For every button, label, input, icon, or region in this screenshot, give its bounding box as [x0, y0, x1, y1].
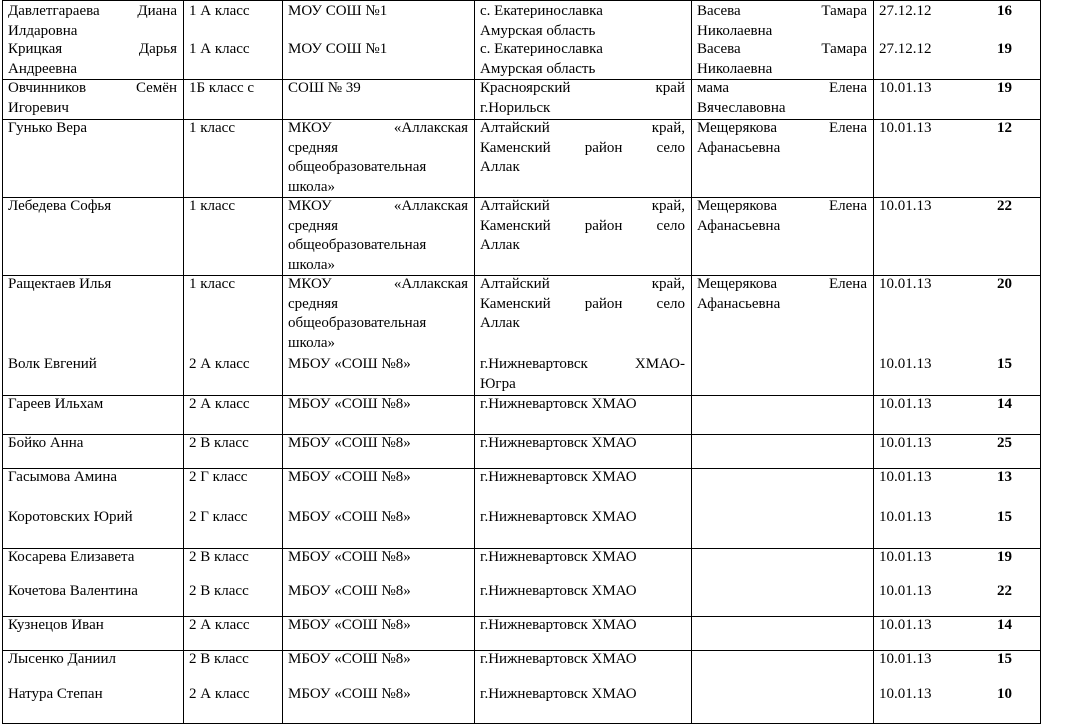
date-cell: 10.01.13 [879, 435, 932, 451]
date-cell: 10.01.13 [879, 276, 932, 292]
teacher-cell-line: Мещерякова Елена [697, 198, 867, 214]
teacher-cell [697, 197, 867, 236]
student-name-cell [8, 197, 177, 217]
location-cell-line: г.Нижневартовск ХМАО [480, 509, 637, 525]
score-cell: 19 [997, 549, 1012, 565]
school-cell [288, 508, 468, 528]
school-cell-line: МОУ СОШ №1 [288, 41, 388, 57]
teacher-cell [697, 79, 867, 118]
student-name-cell-line: Косарева Елизавета [8, 549, 135, 565]
teacher-cell-line: Мещерякова Елена [697, 120, 867, 136]
student-name-cell [8, 395, 177, 415]
student-name-cell [8, 548, 177, 568]
school-cell-line: МБОУ «СОШ №8» [288, 469, 411, 485]
location-cell [480, 119, 685, 178]
teacher-cell-line: Николаевна [697, 60, 773, 77]
location-cell [480, 582, 685, 602]
school-cell-line: МБОУ «СОШ №8» [288, 617, 411, 633]
date-cell: 10.01.13 [879, 198, 932, 214]
score-cell: 10 [997, 686, 1012, 702]
location-cell-line: Амурская область [480, 22, 596, 39]
grade-cell: 1 А класс [189, 41, 250, 57]
grade-cell: 1 класс [189, 120, 235, 136]
student-name-cell-line: Волк Евгений [8, 356, 97, 372]
location-cell-line: г.Нижневартовск ХМАО [480, 686, 637, 702]
score-cell: 20 [997, 276, 1012, 292]
student-name-cell-line: Бойко Анна [8, 435, 84, 451]
school-cell [288, 434, 468, 454]
school-cell [288, 197, 468, 275]
school-cell-line: МКОУ «Аллакская [288, 120, 468, 136]
score-cell: 12 [997, 120, 1012, 136]
date-cell: 27.12.12 [879, 3, 932, 19]
school-cell [288, 2, 468, 22]
location-cell [480, 548, 685, 568]
location-cell-line: Красноярский край [480, 80, 685, 96]
school-cell-line: школа» [288, 178, 336, 195]
school-cell [288, 548, 468, 568]
teacher-cell [697, 119, 867, 158]
school-cell-line: средняя [288, 139, 339, 156]
location-cell [480, 685, 685, 705]
student-name-cell-line: Лебедева Софья [8, 198, 112, 214]
location-cell-line: Югра [480, 375, 516, 392]
location-cell [480, 468, 685, 488]
student-name-cell [8, 2, 177, 41]
date-cell: 10.01.13 [879, 617, 932, 633]
location-cell-line: г.Нижневартовск ХМАО [480, 549, 637, 565]
score-cell: 19 [997, 41, 1012, 57]
student-name-cell [8, 582, 177, 602]
location-cell-line: Каменский район село [480, 217, 685, 234]
student-name-cell-line: Лысенко Даниил [8, 651, 117, 667]
location-cell-line: Алтайский край, [480, 276, 685, 292]
school-cell-line: средняя [288, 295, 339, 312]
date-cell: 10.01.13 [879, 686, 932, 702]
school-cell [288, 582, 468, 602]
location-cell-line: Аллак [480, 159, 520, 176]
location-cell [480, 40, 685, 79]
teacher-cell-line: Васева Тамара [697, 3, 867, 19]
teacher-cell-line: Афанасьевна [697, 217, 781, 234]
location-cell-line: г.Нижневартовск ХМАО [480, 651, 637, 667]
date-cell: 10.01.13 [879, 583, 932, 599]
school-cell-line: МБОУ «СОШ №8» [288, 509, 411, 525]
school-cell [288, 275, 468, 353]
location-cell [480, 355, 685, 394]
teacher-cell [697, 2, 867, 41]
score-cell: 16 [997, 3, 1012, 19]
grade-cell: 1 класс [189, 276, 235, 292]
date-cell: 10.01.13 [879, 80, 932, 96]
location-cell-line: Каменский район село [480, 295, 685, 312]
student-name-cell [8, 650, 177, 670]
location-cell [480, 197, 685, 256]
student-name-cell [8, 355, 177, 375]
student-name-cell [8, 79, 177, 118]
location-cell-line: г.Нижневартовск ХМАО [480, 469, 637, 485]
grade-cell: 2 В класс [189, 549, 249, 565]
location-cell-line: Аллак [480, 237, 520, 254]
grade-cell: 2 Г класс [189, 469, 248, 485]
teacher-cell-line: Афанасьевна [697, 295, 781, 312]
date-cell: 10.01.13 [879, 651, 932, 667]
student-name-cell-line: Игоревич [8, 99, 69, 116]
school-cell-line: общеобразовательная [288, 237, 427, 254]
teacher-cell-line: Вячеславовна [697, 99, 786, 116]
grade-cell: 1Б класс с [189, 80, 255, 96]
teacher-cell [697, 275, 867, 314]
school-cell [288, 119, 468, 197]
score-cell: 15 [997, 356, 1012, 372]
school-cell-line: МБОУ «СОШ №8» [288, 356, 411, 372]
location-cell [480, 395, 685, 415]
student-name-cell-line: Гареев Ильхам [8, 396, 104, 412]
student-name-cell-line: Овчинников Семён [8, 80, 177, 96]
school-cell-line: МБОУ «СОШ №8» [288, 396, 411, 412]
student-name-cell [8, 119, 177, 139]
grade-cell: 2 В класс [189, 583, 249, 599]
location-cell-line: г.Нижневартовск ХМАО [480, 617, 637, 633]
school-cell-line: МОУ СОШ №1 [288, 3, 388, 19]
date-cell: 10.01.13 [879, 549, 932, 565]
date-cell: 10.01.13 [879, 396, 932, 412]
school-cell-line: общеобразовательная [288, 159, 427, 176]
student-name-cell [8, 434, 177, 454]
location-cell [480, 275, 685, 334]
location-cell-line: Алтайский край, [480, 198, 685, 214]
location-cell [480, 650, 685, 670]
student-name-cell [8, 508, 177, 528]
school-cell-line: школа» [288, 256, 336, 273]
date-cell: 10.01.13 [879, 469, 932, 485]
score-cell: 15 [997, 651, 1012, 667]
student-name-cell-line: Кузнецов Иван [8, 617, 104, 633]
school-cell-line: общеобразовательная [288, 315, 427, 332]
student-name-cell-line: Давлетгараева Диана [8, 3, 177, 19]
teacher-cell-line: Афанасьевна [697, 139, 781, 156]
grade-cell: 2 В класс [189, 651, 249, 667]
score-cell: 14 [997, 396, 1012, 412]
school-cell [288, 468, 468, 488]
grade-cell: 2 А класс [189, 396, 250, 412]
school-cell [288, 616, 468, 636]
location-cell-line: Алтайский край, [480, 120, 685, 136]
table-row-border [2, 0, 1041, 1]
score-cell: 13 [997, 469, 1012, 485]
teacher-cell-line: Николаевна [697, 22, 773, 39]
location-cell [480, 508, 685, 528]
student-name-cell [8, 40, 177, 79]
student-name-cell-line: Илдаровна [8, 22, 78, 39]
grade-cell: 2 В класс [189, 435, 249, 451]
student-name-cell [8, 685, 177, 705]
location-cell-line: г.Норильск [480, 99, 551, 116]
school-cell-line: МБОУ «СОШ №8» [288, 686, 411, 702]
school-cell-line: МБОУ «СОШ №8» [288, 651, 411, 667]
grade-cell: 2 А класс [189, 356, 250, 372]
teacher-cell-line: мама Елена [697, 80, 867, 96]
school-cell [288, 650, 468, 670]
student-name-cell-line: Крицкая Дарья [8, 41, 177, 57]
location-cell-line: с. Екатеринославка [480, 3, 603, 19]
location-cell-line: с. Екатеринославка [480, 41, 603, 57]
student-name-cell [8, 616, 177, 636]
location-cell-line: г.Нижневартовск ХМАО [480, 435, 637, 451]
school-cell-line: МБОУ «СОШ №8» [288, 435, 411, 451]
score-cell: 25 [997, 435, 1012, 451]
student-name-cell-line: Коротовских Юрий [8, 509, 133, 525]
location-cell-line: г.Нижневартовск ХМАО [480, 583, 637, 599]
table-row-border [2, 723, 1041, 724]
date-cell: 10.01.13 [879, 356, 932, 372]
score-cell: 15 [997, 509, 1012, 525]
score-cell: 22 [997, 583, 1012, 599]
grade-cell: 2 А класс [189, 686, 250, 702]
location-cell [480, 79, 685, 118]
grade-cell: 2 А класс [189, 617, 250, 633]
school-cell [288, 40, 468, 60]
grade-cell: 2 Г класс [189, 509, 248, 525]
location-cell-line: г.Нижневартовск ХМАО [480, 396, 637, 412]
school-cell [288, 685, 468, 705]
school-cell-line: средняя [288, 217, 339, 234]
school-cell-line: МБОУ «СОШ №8» [288, 549, 411, 565]
score-cell: 14 [997, 617, 1012, 633]
school-cell-line: МКОУ «Аллакская [288, 198, 468, 214]
school-cell [288, 79, 468, 99]
school-cell-line: МБОУ «СОШ №8» [288, 583, 411, 599]
location-cell [480, 434, 685, 454]
student-name-cell-line: Ращектаев Илья [8, 276, 112, 292]
student-name-cell [8, 468, 177, 488]
location-cell-line: Каменский район село [480, 139, 685, 156]
teacher-cell-line: Мещерякова Елена [697, 276, 867, 292]
location-cell-line: Аллак [480, 315, 520, 332]
location-cell [480, 2, 685, 41]
location-cell-line: Амурская область [480, 60, 596, 77]
school-cell-line: МКОУ «Аллакская [288, 276, 468, 292]
score-cell: 19 [997, 80, 1012, 96]
date-cell: 27.12.12 [879, 41, 932, 57]
score-cell: 22 [997, 198, 1012, 214]
school-cell [288, 395, 468, 415]
student-name-cell-line: Андреевна [8, 60, 78, 77]
teacher-cell-line: Васева Тамара [697, 41, 867, 57]
student-name-cell [8, 275, 177, 295]
teacher-cell [697, 40, 867, 79]
school-cell [288, 355, 468, 375]
student-name-cell-line: Гасымова Амина [8, 469, 118, 485]
date-cell: 10.01.13 [879, 509, 932, 525]
date-cell: 10.01.13 [879, 120, 932, 136]
student-name-cell-line: Кочетова Валентина [8, 583, 138, 599]
location-cell-line: г.Нижневартовск ХМАО- [480, 356, 685, 372]
grade-cell: 1 А класс [189, 3, 250, 19]
student-name-cell-line: Натура Степан [8, 686, 103, 702]
location-cell [480, 616, 685, 636]
student-name-cell-line: Гунько Вера [8, 120, 88, 136]
school-cell-line: СОШ № 39 [288, 80, 361, 96]
grade-cell: 1 класс [189, 198, 235, 214]
school-cell-line: школа» [288, 334, 336, 351]
